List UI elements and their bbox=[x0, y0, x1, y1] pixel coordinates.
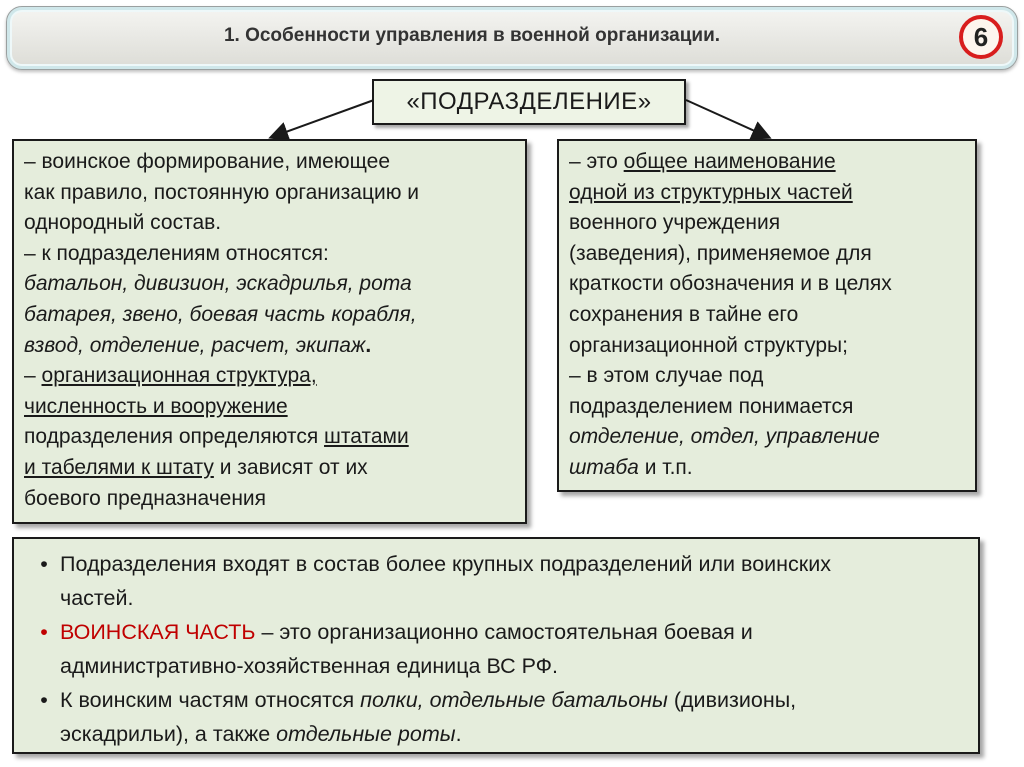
text-span: штатами bbox=[324, 425, 409, 449]
text-span: общее наименование bbox=[623, 150, 836, 173]
definition-box-right bbox=[557, 139, 977, 492]
text-line: частей. bbox=[60, 586, 134, 610]
text-line: (заведения), применяемое для bbox=[569, 241, 872, 265]
list-item-text bbox=[60, 683, 964, 751]
arrow-left bbox=[272, 100, 374, 137]
text-line bbox=[60, 615, 964, 649]
text-line: организационной структуры; bbox=[569, 333, 848, 357]
text-line: батальон, дивизион, эскадрилья, рота bbox=[24, 272, 412, 296]
text-span: – это bbox=[569, 150, 624, 173]
title-bar bbox=[6, 6, 1018, 70]
text-line bbox=[569, 453, 965, 484]
text-line: численность и вооружение bbox=[24, 394, 288, 418]
text-span: (дивизионы, bbox=[667, 688, 797, 712]
definition-box-left bbox=[12, 139, 527, 524]
text-span: эскадрильи), а также bbox=[60, 722, 277, 746]
text-line bbox=[569, 147, 965, 178]
text-span: и табелями к штату bbox=[24, 455, 214, 479]
text-span: отдельные роты bbox=[276, 722, 456, 746]
text-line bbox=[24, 453, 515, 484]
list-item bbox=[28, 683, 964, 751]
text-line bbox=[60, 683, 964, 717]
text-span: К воинским частям относятся bbox=[60, 688, 361, 712]
bullet-icon: • bbox=[40, 552, 48, 576]
term-box: «ПОДРАЗДЕЛЕНИЕ» bbox=[372, 79, 686, 125]
list-item bbox=[28, 547, 964, 615]
text-line: боевого предназначения bbox=[24, 486, 267, 510]
summary-box bbox=[12, 537, 980, 754]
text-span: организационная структура, bbox=[41, 364, 317, 388]
list-item-text bbox=[60, 547, 964, 615]
text-line: батарея, звено, боевая часть корабля, bbox=[24, 302, 417, 326]
text-line: отделение, отдел, управление bbox=[569, 425, 880, 449]
text-span: – bbox=[24, 364, 42, 388]
text-span: – это организационно самостоятельная боевая и bbox=[255, 620, 753, 644]
text-span: подразделения определяются bbox=[24, 425, 325, 449]
slide-title: 1. Особенности управления в военной организации. bbox=[223, 25, 721, 46]
text-span: . bbox=[455, 722, 462, 746]
text-line: одной из структурных частей bbox=[569, 180, 853, 204]
arrow-right bbox=[686, 100, 768, 137]
text-line: краткости обозначения и в целях bbox=[569, 272, 892, 296]
slide-number-badge: 6 bbox=[959, 15, 1003, 59]
text-span: и зависят от их bbox=[213, 455, 368, 479]
text-line: однородный состав. bbox=[24, 211, 222, 235]
text-line: – воинское формирование, имеющее bbox=[24, 150, 390, 173]
text-line bbox=[24, 422, 515, 453]
bullet-icon: • bbox=[40, 688, 48, 712]
text-line bbox=[24, 331, 515, 362]
text-line: военного учреждения bbox=[569, 211, 781, 235]
text-line: Подразделения входят в состав более крупных подразделений или воинских bbox=[60, 552, 831, 576]
text-line: – к подразделениям относятся: bbox=[24, 241, 329, 265]
text-line: как правило, постоянную организацию и bbox=[24, 180, 420, 204]
text-line: сохранения в тайне его bbox=[569, 302, 799, 326]
text-line: – в этом случае под bbox=[569, 364, 764, 388]
text-line bbox=[60, 717, 964, 751]
bullet-icon: • bbox=[40, 620, 48, 644]
text-span: штаба bbox=[569, 455, 639, 479]
text-line: административно-хозяйственная единица ВС РФ. bbox=[60, 654, 558, 678]
text-span: взвод, отделение, расчет, экипаж bbox=[24, 333, 366, 357]
text-line bbox=[24, 361, 515, 392]
text-span: . bbox=[365, 333, 372, 357]
text-span: и т.п. bbox=[638, 455, 693, 479]
highlight-term: ВОИНСКАЯ ЧАСТЬ bbox=[60, 620, 256, 644]
list-item bbox=[28, 615, 964, 683]
list-item-text bbox=[60, 615, 964, 683]
text-line: подразделением понимается bbox=[569, 394, 854, 418]
text-span: полки, отдельные батальоны bbox=[360, 688, 668, 712]
